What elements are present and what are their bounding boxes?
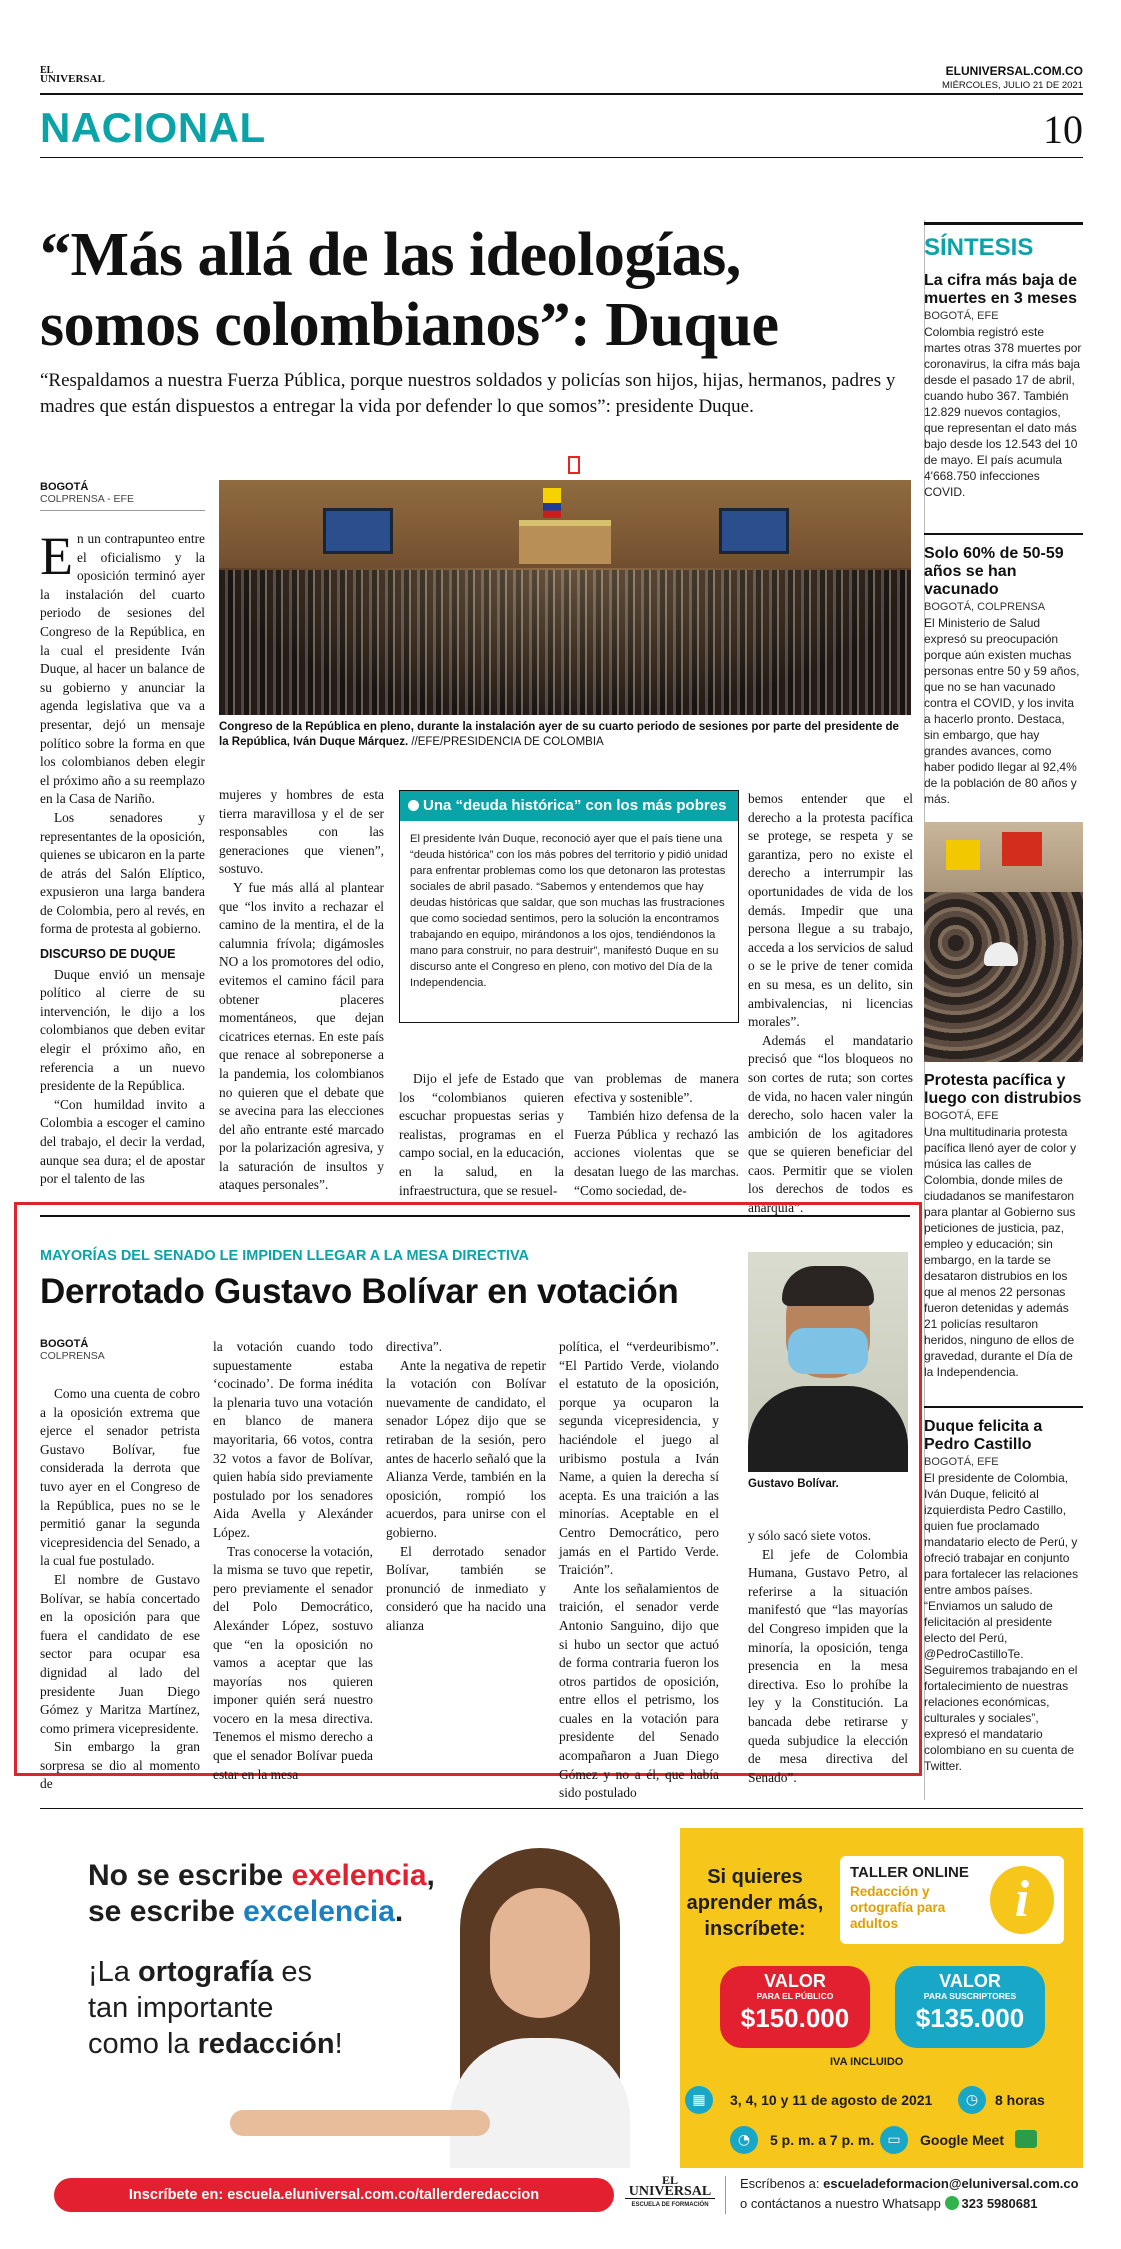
info-box-text: El presidente Iván Duque, reconoció ayer que el país tiene una “deuda histórica” con los más pobres del territorio y pidió unidad para enfrentar problemas como los que detonaron las protestas sociales de abril pasado. “Sabemos y entendemos que hay deudas históricas que saldar, que son muchas las frustraciones que como sociedad sentimos, pero la solución la encontramos trabajando en equipo, mirándonos a los ojos, tendiéndonos la mano para construir, no para destruir”, manifestó Duque en su discurso ante el Congreso en pleno, con motivo del Día de la Independencia. <box>410 833 728 989</box>
whatsapp-icon <box>945 2196 959 2210</box>
price-subscribers: VALOR PARA SUSCRIPTORES $135.000 <box>895 1966 1045 2048</box>
photo-screen-left <box>323 508 393 554</box>
sidebar-item-2: Solo 60% de 50-59 años se han vacunado BOGOTÁ, COLPRENSA El Ministerio de Salud expresó su preocupación porque aún existen muchas personas entre 50 y 59 años, que no se han vacunado contra el COVID, y los invita a hacerlo pronto. Destaca, sin embargo, que hay grandes avances, como haber podido llegar al 92,4% de la población de 80 años y más. <box>924 545 1080 806</box>
site-url: ELUNIVERSAL.COM.CO <box>945 64 1083 78</box>
photo-hair <box>782 1266 874 1306</box>
bolivar-photo <box>748 1252 908 1472</box>
ad-slogan-3: ¡La ortografía es tan importante como la redacción! <box>88 1956 343 2060</box>
clock-icon: ◔ <box>730 2126 758 2154</box>
congress-photo <box>219 480 911 715</box>
meet-icon <box>1015 2130 1037 2148</box>
second-col-4: política, el “verdeuribismo”. “El Partido Verde, violando el estatuto de la oposición, porque ya ocuparon la segunda vicepresidencia, y haciéndole el juego al uribismo postula a Iván Name, a quien la derecha sí acepta. Es una traición a las minorías. Aceptable en el Centro Democrático, pero jamás en el Partido Verde. Traición”. Ante los señalamientos de traición, el senador verde Antonio Sanguino, dijo que si hubo un sector que actuó de forma contraria fueron los otros partidos de oposición, entre ellos el petrismo, los cuales en la votación para presidente del Senado acompañaron a Juan Diego Gómez y no a él, que había sido postulado <box>559 1339 719 1801</box>
byline-rule <box>40 510 205 511</box>
sidebar-item-3: Protesta pacífica y luego con distrubios BOGOTÁ, EFE Una multitudinaria protesta pacífica llenó ayer de color y música las calles de Colombia, donde miles de ciudadanos se manifestaron para plantar al Gobierno sus peticiones de justicia, paz, empleo y educación; sin embargo, en la tarde se desataron distrubios en los que al menos 22 personas fueron detenidas y además 21 policías resultaron heridos, ninguno de ellos de gravedad, durante el Día de la Independencia. <box>924 1072 1082 1379</box>
sidebar-item-4: Duque felicita a Pedro Castillo BOGOTÁ, EFE El presidente de Colombia, Iván Duque, felicitó al izquierdista Pedro Castillo, quien fue proclamado mandatario electo de Perú, y ofreció trabajar en conjunto para fortalecer las relaciones entre ambos países. “Enviamos un saludo de felicitación al presidente electo del Perú, @PedroCastilloTe. Seguiremos trabajando en el fortalecimiento de nuestras relaciones económicas, culturales y sociales”, expresó el mandatario colombiano en su cuenta de Twitter. <box>924 1418 1079 1773</box>
ad-slogan-1: No se escribe exelencia, <box>88 1859 435 1892</box>
info-box-header: Una “deuda histórica” con los más pobres <box>400 791 738 821</box>
subhead-discurso: DISCURSO DE DUQUE <box>40 947 176 962</box>
second-col-2: la votación cuando todo supuestamente estaba ‘cocinado’. De forma inédita la plenaria tuvo una votación en blanco de manera mayoritaria, 66 votos, contra 32 votos a favor de Bolívar, quien había sido previamente postulado por los senadores Aida Avella y Alexánder López. Tras conocerse la votación, la misma se tuvo que repetir, pero previamente el senador del Polo Democrático, Alexánder López, sostuvo que “en la oposición no vamos a aceptar que las mayorías nos quieren imponer quién será nuestro vocero en la mesa directiva. Tenemos el mismo derecho a que el senador Bolívar pueda estar en la mesa <box>213 1339 374 1782</box>
screen-icon: ▭ <box>880 2126 908 2154</box>
page-bottom-rule <box>40 1808 1083 1809</box>
bolivar-caption: Gustavo Bolívar. <box>748 1478 839 1490</box>
photo-shirt <box>748 1386 908 1472</box>
drop-cap: E <box>40 526 73 586</box>
issue-date: MIÉRCOLES, JULIO 21 DE 2021 <box>942 80 1083 91</box>
photo-mask <box>788 1328 868 1374</box>
photo-marker <box>568 456 580 474</box>
photo-crowd-people <box>924 892 1083 1062</box>
ad-cta: Si quieres aprender más, inscríbete: <box>686 1866 824 1940</box>
course-dates: 3, 4, 10 y 11 de agosto de 2021 <box>730 2092 933 2108</box>
sidebar-divider-3 <box>924 1406 1083 1408</box>
sidebar-title: SÍNTESIS <box>924 234 1034 261</box>
photo-banner-yellow <box>946 840 980 870</box>
main-col-2: mujeres y hombres de esta tierra maravillosa y el de ser responsables con las generaciones que vienen”, sostuvo. Y fue más allá al plantear que “los invito a rechazar el camino de la mentira, el de la calumnia frívola; digámosles NO a los promotores del odio, evitemos el camino fácil para obtener placeres momentáneos, que dejan cicatrices eternas. En este país que renace al sobreponerse a la pandemia, los colombianos no quieren que el debate que se avecina para las elecciones del año entrante esté marcado por la polarización agresiva, y la saturación de insultos y ataques personales”. <box>219 787 384 1193</box>
main-byline: BOGOTÁ COLPRENSA - EFE <box>40 481 134 505</box>
second-col-5: y sólo sacó siete votos. El jefe de Colombia Humana, Gustavo Petro, al referirse a la situación manifestó que “las mayorías del Congreso impiden que la minoría, la oposición, tenga presencia en la mesa directiva. Eso lo prohíbe la ley y la Constitución. La bancada debe retirarse y queda subjudice la elección de mesa directiva del Senado”. <box>748 1528 908 1785</box>
sidebar-top-rule <box>924 222 1083 225</box>
photo-banner-red <box>1002 832 1042 866</box>
info-icon: i <box>990 1866 1054 1934</box>
iva-note: IVA INCLUIDO <box>830 2056 904 2068</box>
main-deck: “Respaldamos a nuestra Fuerza Pública, porque nuestros soldados y policías son hijos, hijas, hermanos, padres y madres que están dispuestos a entregar la vida por defender lo que somos”: presidente Duque. <box>40 370 896 417</box>
course-platform: Google Meet <box>920 2132 1005 2148</box>
sidebar-divider-1 <box>924 533 1083 535</box>
second-kicker: MAYORÍAS DEL SENADO LE IMPIDEN LLEGAR A LA MESA DIRECTIVA <box>40 1248 530 1264</box>
section-rule <box>40 157 1083 158</box>
ad-slogan-2: se escribe excelencia. <box>88 1895 404 1928</box>
main-col-5: bemos entender que el derecho a la protesta pacífica se protege, se respeta y se garantiza, pero no existe el derecho a interrumpir las oportunidades de vida de los demás. Impedir que una persona llegue a su trabajo, acceda a los servicios de salud o se le prive de tener comida en su mesa, es un delito, sin ambivalencias, ni licencias morales”. Además el mandatario precisó que “los bloqueos no son cortes de ruta; son cortes de vida, no hacen valer ningún derecho, solo hacen valer la ambición de los agitadores que se quieren beneficiar del caos. Permitir que se violen los derechos de todos es anarquía”. <box>748 791 913 1216</box>
ad-logo: EL UNIVERSAL ESCUELA DE FORMACIÓN <box>625 2174 715 2211</box>
taller-badge <box>840 1856 1064 1944</box>
main-col-3: Dijo el jefe de Estado que los “colombianos quieren escuchar propuestas serias y realistas, programas en el campo social, en la educación, en la salud, en la infraestructura, que se resuel- <box>399 1071 564 1198</box>
second-byline: BOGOTÁ COLPRENSA <box>40 1338 105 1362</box>
course-hours: 8 horas <box>995 2092 1045 2108</box>
photo-podium <box>519 520 611 564</box>
main-headline: “Más allá de las ideologías, somos colombianos”: Duque <box>40 221 779 359</box>
ad-bottom-divider <box>725 2176 726 2214</box>
contact-whatsapp[interactable]: o contáctanos a nuestro Whatsapp 323 5980681 <box>740 2196 1038 2211</box>
info-box <box>399 790 739 1023</box>
woman-face <box>490 1888 590 2018</box>
photo-seats-glow <box>219 568 911 715</box>
sidebar-item-1: La cifra más baja de muertes en 3 meses BOGOTÁ, EFE Colombia registró este martes otras 378 muertes por coronavirus, la cifra más baja desde el pasado 17 de abril, cuando hubo 367. También 12.829 nuevos contagios, que representan el dato más bajo desde los 12.543 del 10 de mayo. El país acumula 4'668.750 infecciones COVID. <box>924 272 1082 499</box>
second-col-3: directiva”. Ante la negativa de repetir la votación con Bolívar nuevamente de candidato, el senador López dijo que se retiraban de la sesión, pero antes de hacerlo señaló que la Alianza Verde, también en la oposición, rompió los acuerdos, para unirse con el gobierno. El derrotado senador Bolívar, también se pronunció de inmediato y consideró que ha nacido una alianza <box>386 1339 546 1633</box>
calendar-icon: ▦ <box>685 2086 713 2114</box>
second-col-1: Como una cuenta de cobro a la oposición extrema que ejerce el senador petrista Gustavo Bolívar, fue considerada la derrota que tuvo ayer en el Congreso de la República, pues no se le permitió ganar la segunda vicepresidencia del Senado, a la cual fue postulado. El nombre de Gustavo Bolívar, se había concertado en la oposición para que fuera el candidato de ese sector para ocupar esa dignidad al lado del presidente Juan Diego Gómez y Maritza Martínez, como primera vicepresidente. Sin embargo la gran sorpresa se dio al momento de <box>40 1386 200 1792</box>
photo-screen-right <box>719 508 789 554</box>
taller-subtitle: Redacción y ortografía para adultos <box>850 1884 946 1931</box>
page-number: 10 <box>1043 107 1083 152</box>
protest-photo <box>924 822 1083 1062</box>
masthead-logo: EL UNIVERSAL <box>40 65 105 85</box>
ad-hand <box>230 2110 490 2136</box>
course-time: 5 p. m. a 7 p. m. <box>770 2132 875 2148</box>
bullet-icon <box>408 800 419 811</box>
signup-link[interactable]: Inscríbete en: escuela.eluniversal.com.co/tallerderedaccion <box>54 2178 614 2212</box>
second-top-rule <box>40 1215 910 1217</box>
second-headline: Derrotado Gustavo Bolívar en votación <box>40 1272 679 1311</box>
main-photo-caption: Congreso de la República en pleno, durante la instalación ayer de su cuarto periodo de sesiones por parte del presidente de la República, Iván Duque Márquez. //EFE/PRESIDENCIA DE COLOMBIA <box>219 721 899 748</box>
price-public: VALOR PARA EL PÚBLICO $150.000 <box>720 1966 870 2048</box>
main-col-4: van problemas de manera efectiva y sostenible”. También hizo defensa de la Fuerza Pública y rechazó las acciones violentas que se desatan luego de las marchas. “Como sociedad, de- <box>574 1071 739 1198</box>
photo-flag <box>543 488 561 518</box>
contact-email[interactable]: Escríbenos a: escueladeformacion@eluniversal.com.co <box>740 2176 1079 2191</box>
hours-icon: ◷ <box>958 2086 986 2114</box>
woman-body <box>450 2038 630 2168</box>
course-ad <box>40 1828 1083 2221</box>
main-col-1: En un contrapunteo entre el oficialismo y la oposición terminó ayer la instalación del cuarto periodo de sesiones del Congreso de la República, en la cual el presidente Iván Duque, al hacer un balance de su gobierno y anunciar la agenda legislativa que va a presentar, dejó un mensaje político sobre la forma en que los colombianos deben elegir el próximo año a su reemplazo en la Casa de Nariño. Los senadores y representantes de la oposición, quienes se ubicaron en la parte de atrás del Salón Elíptico, expusieron una larga bandera de Colombia, pero al revés, en forma de protesta al gobierno. DISCURSO DE DUQUE Duque envió un mensaje político al cierre de su intervención, le dijo a los colombianos que deben evitar elegir el próximo año, en referencia a un nuevo presidente de la República. “Con humildad invito a Colombia a escoger el camino del trabajo, el decir la verdad, aunque sea dura; el de apostar por el talento de las <box>40 526 205 1187</box>
header-rule <box>40 93 1083 95</box>
taller-title: TALLER ONLINE <box>850 1864 969 1881</box>
section-title: NACIONAL <box>40 104 266 151</box>
